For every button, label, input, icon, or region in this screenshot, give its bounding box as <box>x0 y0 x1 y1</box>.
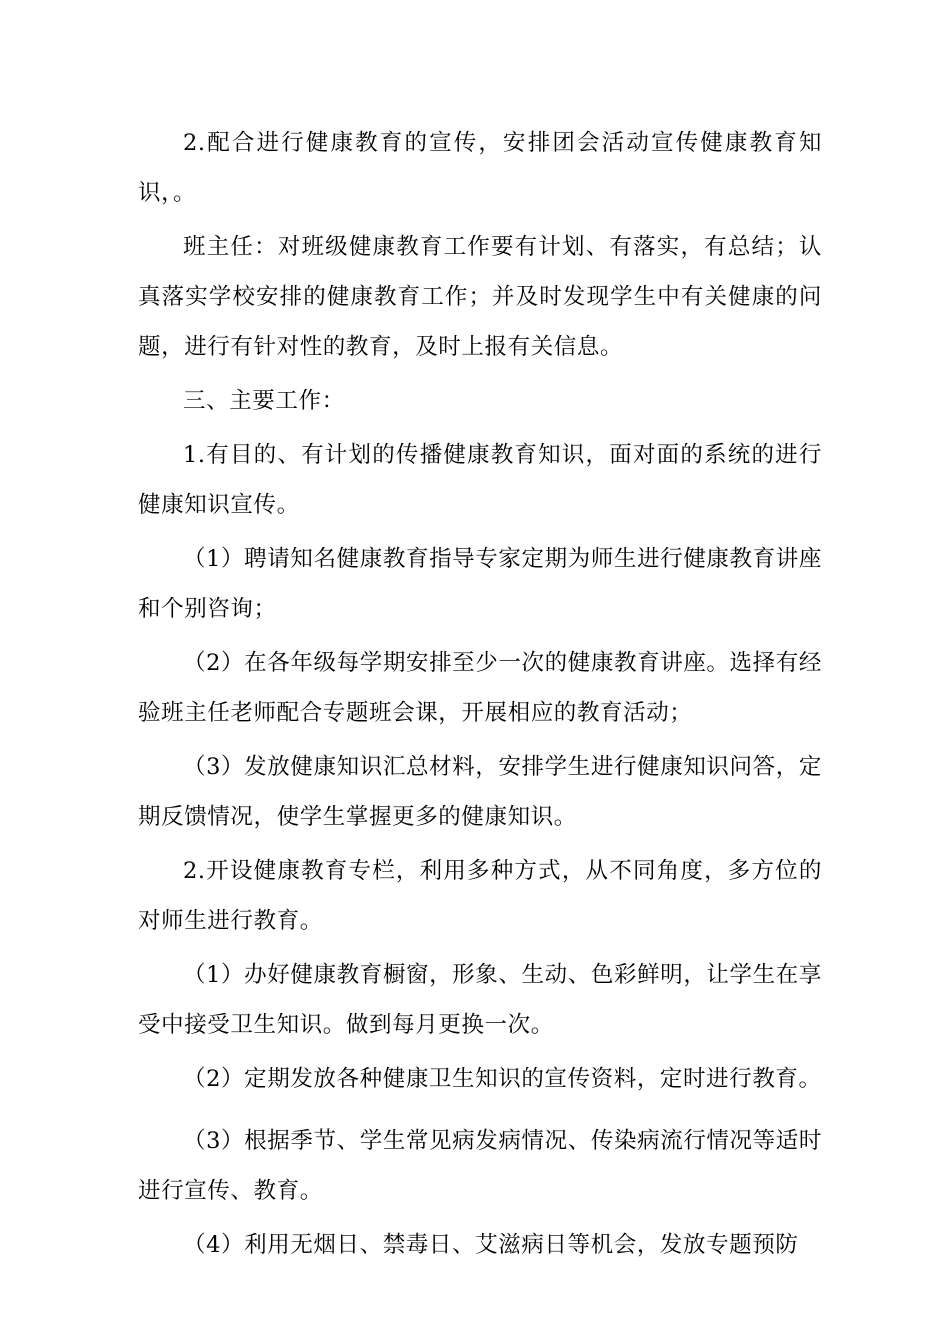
paragraph-subitem-2-3: （3）根据季节、学生常见病发病情况、传染病流行情况等适时进行宣传、教育。 <box>138 1128 822 1204</box>
paragraph-subitem-1-2: （2）在各年级每学期安排至少一次的健康教育讲座。选择有经验班主任老师配合专题班会课，开展相应的教育活动； <box>138 650 822 726</box>
section-heading-main-work: 三、主要工作： <box>183 388 345 414</box>
paragraph-work-item-1: 1.有目的、有计划的传播健康教育知识，面对面的系统的进行健康知识宣传。 <box>138 442 822 518</box>
paragraph-subitem-1-1: （1）聘请知名健康教育指导专家定期为师生进行健康教育讲座和个别咨询； <box>138 546 822 622</box>
document-body <box>138 118 822 1274</box>
paragraph-subitem-1-3: （3）发放健康知识汇总材料，安排学生进行健康知识问答，定期反馈情况，使学生掌握更多的健康知识。 <box>138 754 822 830</box>
paragraph-class-teacher: 班主任：对班级健康教育工作要有计划、有落实，有总结；认真落实学校安排的健康教育工作；并及时发现学生中有关健康的问题，进行有针对性的教育，及时上报有关信息。 <box>138 234 822 360</box>
paragraph-subitem-2-2: （2）定期发放各种健康卫生知识的宣传资料，定时进行教育。 <box>183 1066 822 1092</box>
paragraph-subitem-2-4: （4）利用无烟日、禁毒日、艾滋病日等机会，发放专题预防 <box>183 1232 799 1258</box>
paragraph-publicity: 2.配合进行健康教育的宣传，安排团会活动宣传健康教育知识，。 <box>138 130 822 206</box>
paragraph-work-item-2: 2.开设健康教育专栏，利用多种方式，从不同角度，多方位的对师生进行教育。 <box>138 858 822 934</box>
paragraph-subitem-2-1: （1）办好健康教育橱窗，形象、生动、色彩鲜明，让学生在享受中接受卫生知识。做到每月更换一次。 <box>138 962 822 1038</box>
